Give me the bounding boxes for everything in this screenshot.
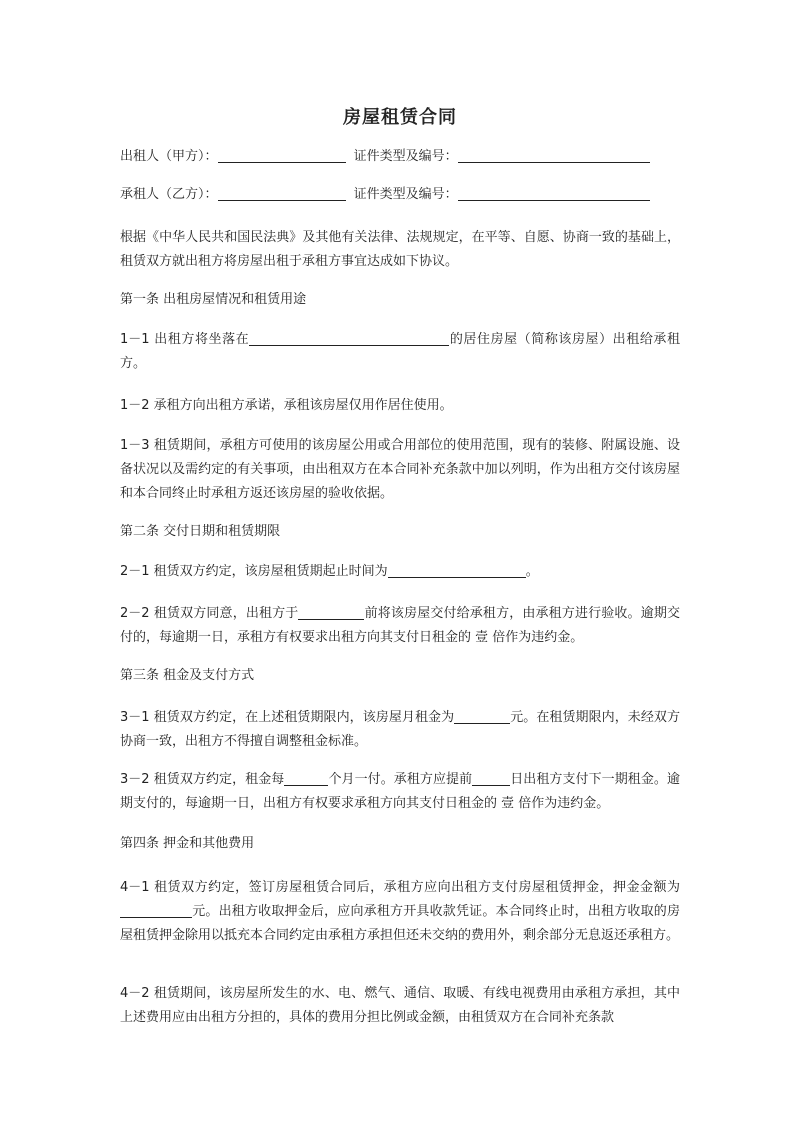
section-3-heading: 第三条 租金及支付方式 bbox=[120, 668, 255, 683]
clause-2-1 bbox=[120, 560, 680, 584]
payment-period-blank[interactable] bbox=[284, 769, 328, 786]
intro-paragraph: 根据《中华人民共和国民法典》及其他有关法律、法规规定，在平等、自愿、协商一致的基础上，租赁双方就出租方将房屋出租于承租方事宜达成如下协议。 bbox=[120, 230, 680, 269]
clause-1-2: 1－2 承租方向出租方承诺，承租该房屋仅用作居住使用。 bbox=[120, 398, 453, 413]
clause-4-1 bbox=[120, 876, 680, 948]
lessor-label: 出租人（甲方）： bbox=[120, 149, 218, 164]
clause-1-3: 1－3 租赁期间，承租方可使用的该房屋公用或合用部位的使用范围，现有的装修、附属设施、设备状况以及需约定的有关事项，由出租双方在本合同补充条款中加以列明，作为出租方交付该房屋和本合同终止时承租方返还该房屋的验收依据。 bbox=[120, 438, 680, 501]
clause-2-2-text-a: 2－2 租赁双方同意，出租方于 bbox=[120, 606, 299, 621]
clause-3-2-text-a: 3－2 租赁双方约定，租金每 bbox=[120, 772, 285, 787]
lessor-name-blank[interactable] bbox=[218, 146, 346, 163]
section-2-heading: 第二条 交付日期和租赁期限 bbox=[120, 524, 281, 539]
clause-3-1-text-a: 3－1 租赁双方约定，在上述租赁期限内，该房屋月租金为 bbox=[120, 710, 455, 725]
clause-1-1-text-a: 1－1 出租方将坐落在 bbox=[120, 332, 250, 347]
clause-3-2 bbox=[120, 768, 680, 816]
lessee-line bbox=[120, 183, 680, 207]
delivery-date-blank[interactable] bbox=[298, 603, 364, 620]
lease-term-blank[interactable] bbox=[388, 561, 526, 578]
section-1-heading: 第一条 出租房屋情况和租赁用途 bbox=[120, 292, 307, 307]
clause-1-1-text-b: 的居住房屋（简称该房屋）出租给承租方。 bbox=[120, 332, 680, 371]
lessee-label: 承租人（乙方）： bbox=[120, 187, 218, 202]
clause-2-1-text-b: 。 bbox=[525, 564, 539, 579]
lessor-id-label: 证件类型及编号： bbox=[353, 149, 458, 164]
deposit-amount-blank[interactable] bbox=[120, 901, 192, 918]
lessor-line bbox=[120, 145, 680, 169]
clause-1-1 bbox=[120, 328, 680, 376]
clause-4-1-text-a: 4－1 租赁双方约定，签订房屋租赁合同后，承租方应向出租方支付房屋租赁押金，押金金额为 bbox=[120, 880, 680, 895]
lessee-id-blank[interactable] bbox=[458, 184, 650, 201]
clause-2-2-text-b: 前将该房屋交付给承租方，由承租方进行验收。逾期交付的，每逾期一日，承租方有权要求出租方向其支付日租金的 壹 倍作为违约金。 bbox=[120, 606, 680, 645]
clause-3-1-text-b: 元。在租赁期限内，未经双方协商一致，出租方不得擅自调整租金标准。 bbox=[120, 710, 680, 749]
monthly-rent-blank[interactable] bbox=[454, 707, 510, 724]
clause-3-2-text-c: 日出租方支付下一期租金。逾期支付的，每逾期一日，出租方有权要求承租方向其支付日租金的 壹 倍作为违约金。 bbox=[120, 772, 680, 811]
lessee-id-label: 证件类型及编号： bbox=[353, 187, 458, 202]
clause-3-2-text-b: 个月一付。承租方应提前 bbox=[328, 772, 473, 787]
property-address-blank[interactable] bbox=[249, 329, 449, 346]
document-title: 房屋租赁合同 bbox=[343, 107, 457, 128]
advance-days-blank[interactable] bbox=[472, 769, 510, 786]
clause-4-2: 4－2 租赁期间，该房屋所发生的水、电、燃气、通信、取暖、有线电视费用由承租方承担，其中上述费用应由出租方分担的，具体的费用分担比例或金额，由租赁双方在合同补充条款 bbox=[120, 986, 680, 1025]
clause-4-1-text-b: 元。出租方收取押金后，应向承租方开具收款凭证。本合同终止时，出租方收取的房屋租赁押金除用以抵充本合同约定由承租方承担但还未交纳的费用外，剩余部分无息返还承租方。 bbox=[120, 904, 680, 943]
section-4-heading: 第四条 押金和其他费用 bbox=[120, 836, 255, 851]
lessor-id-blank[interactable] bbox=[458, 146, 650, 163]
clause-2-1-text-a: 2－1 租赁双方约定，该房屋租赁期起止时间为 bbox=[120, 564, 388, 579]
clause-2-2 bbox=[120, 602, 680, 650]
lessee-name-blank[interactable] bbox=[218, 184, 346, 201]
clause-3-1 bbox=[120, 706, 680, 754]
